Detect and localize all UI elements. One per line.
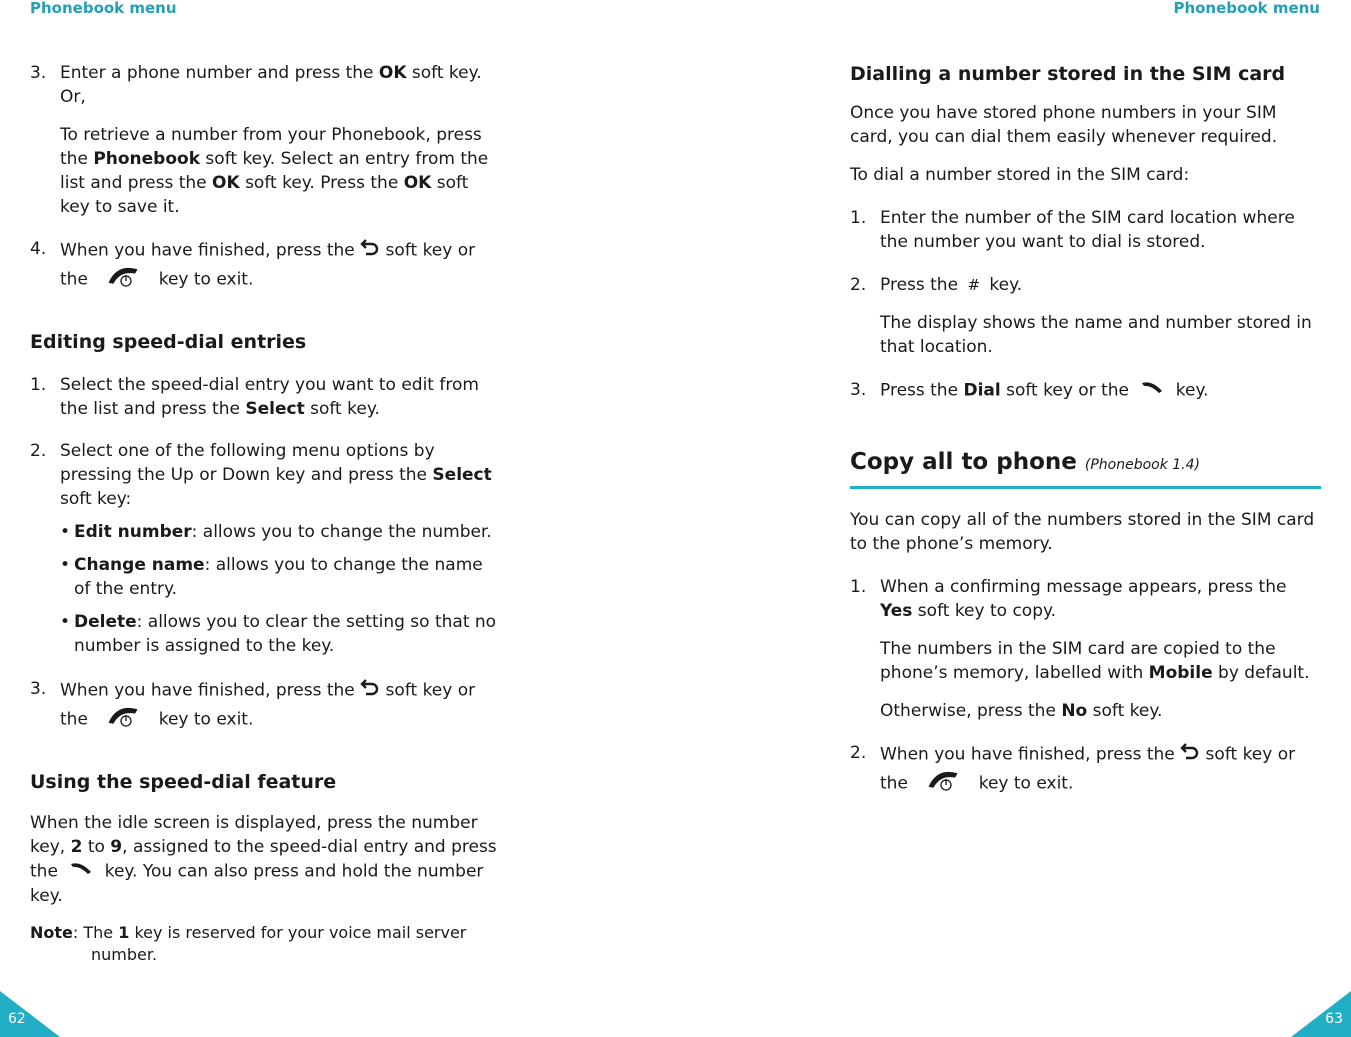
edit-step-1 — [30, 373, 500, 421]
step-number: 1. — [30, 375, 47, 395]
text: soft key. Press the — [239, 173, 404, 193]
step-number: 3. — [850, 380, 867, 400]
text: Press the — [880, 275, 964, 295]
text: Otherwise, press the — [880, 701, 1062, 721]
using-speed-dial-heading: Using the speed-dial feature — [30, 771, 337, 793]
menu-reference: (Phonebook 1.4) — [1084, 457, 1201, 473]
copy-step-2 — [850, 741, 1320, 799]
bullet-dot: • — [60, 555, 71, 575]
page-number: 63 — [1325, 1011, 1343, 1027]
text: key to exit. — [153, 269, 254, 290]
dial-paragraph-2: To dial a number stored in the SIM card: — [850, 165, 1190, 185]
note-continuation: number. — [91, 945, 158, 964]
text: : The — [72, 923, 119, 942]
copy-paragraph: You can copy all of the numbers stored in the SIM card to the phone’s memory. — [850, 510, 1315, 554]
hash-key-icon: # — [967, 276, 981, 294]
page-header: Phonebook menu — [1173, 0, 1320, 17]
step-number: 2. — [30, 441, 47, 461]
left-page — [0, 0, 675, 1037]
option-label: Change name — [74, 555, 205, 575]
no-key-label: No — [1061, 701, 1088, 721]
option-label: Edit number — [74, 522, 192, 542]
dial-step-1 — [850, 206, 1320, 254]
text: soft key to copy. — [912, 601, 1057, 621]
back-arrow-icon — [1180, 741, 1200, 768]
bullet-dot: • — [60, 612, 71, 632]
ok-key-label: OK — [212, 173, 240, 193]
text: Enter a phone number and press the — [60, 63, 379, 83]
text: Select the speed-dial entry you want to edit from the list and press the — [60, 375, 479, 419]
otherwise-paragraph — [850, 699, 1320, 723]
dial-step-3 — [850, 378, 1320, 403]
step-number: 1. — [850, 577, 867, 597]
copy-step-1 — [850, 575, 1320, 623]
phonebook-key-label: Phonebook — [93, 149, 201, 169]
step-3-enter-number — [30, 61, 500, 109]
text: Press the — [880, 380, 964, 401]
text: key is reserved for your voice mail server — [129, 923, 467, 942]
note — [30, 922, 500, 966]
step-number: 3. — [30, 63, 47, 83]
text: When the idle screen is displayed, press the number key, — [30, 813, 478, 857]
end-key-icon — [93, 704, 153, 735]
text: soft key. — [1087, 701, 1163, 721]
edit-step-3 — [30, 677, 500, 735]
yes-key-label: Yes — [880, 601, 913, 621]
text: When a confirming message appears, press the — [880, 577, 1287, 597]
heading-text: Copy all to phone — [850, 449, 1077, 475]
text: soft key or the — [880, 744, 1296, 794]
text: key to exit. — [973, 773, 1074, 794]
bullet-delete — [30, 610, 500, 658]
ok-key-label: OK — [378, 63, 407, 83]
text: Select one of the following menu options by pressing the Up or Down key and press the — [60, 441, 435, 485]
text: The numbers in the SIM card are copied to the phone’s memory, labelled with — [880, 639, 1276, 683]
key-9-label: 9 — [110, 837, 123, 857]
text: To retrieve a number from your Phonebook, press the — [60, 125, 482, 169]
text: Enter the number of the SIM card location where the number you want to dial is stored. — [880, 208, 1295, 252]
step-4-finish — [30, 237, 500, 295]
end-key-icon — [913, 768, 973, 799]
text: : allows you to change the name of the entry. — [74, 555, 483, 599]
text: soft key: — [60, 489, 132, 509]
text: soft key to save it. — [60, 173, 469, 217]
step-number: 2. — [850, 743, 867, 763]
text: soft key. Select an entry from the list and press the — [60, 149, 489, 193]
mobile-label: Mobile — [1148, 663, 1213, 683]
key-2-label: 2 — [70, 837, 83, 857]
copied-paragraph — [850, 637, 1320, 685]
text: When you have finished, press the — [60, 680, 361, 701]
step-number: 1. — [850, 208, 867, 228]
dial-step-2 — [850, 273, 1320, 297]
text: soft key or the — [1000, 380, 1135, 401]
text: key. — [984, 275, 1023, 295]
option-label: Delete — [74, 612, 137, 632]
text: to — [82, 837, 111, 857]
right-content — [850, 61, 1320, 799]
select-key-label: Select — [432, 465, 492, 485]
text: key to exit. — [153, 709, 254, 730]
edit-step-2 — [30, 439, 500, 511]
using-speed-dial-paragraph — [30, 811, 500, 908]
copy-all-to-phone-heading — [850, 447, 1320, 480]
page-number: 62 — [8, 1011, 26, 1027]
bullet-dot: • — [60, 522, 71, 542]
text: soft key. Or, — [60, 63, 482, 107]
bullet-edit-number — [30, 520, 500, 544]
text: key. — [1170, 380, 1209, 401]
send-key-icon — [63, 859, 99, 884]
back-arrow-icon — [360, 677, 380, 704]
right-page — [676, 0, 1351, 1037]
page-header: Phonebook menu — [30, 0, 177, 17]
key-1-label: 1 — [118, 923, 130, 942]
text: by default. — [1212, 663, 1310, 683]
text: key. You can also press and hold the number key. — [30, 861, 484, 906]
editing-speed-dial-heading: Editing speed-dial entries — [30, 331, 307, 353]
step-number: 2. — [850, 275, 867, 295]
end-key-icon — [93, 264, 153, 295]
ok-key-label: OK — [403, 173, 432, 193]
text: When you have finished, press the — [880, 744, 1181, 765]
text: : allows you to clear the setting so that no number is assigned to the key. — [74, 612, 497, 656]
text: When you have finished, press the — [60, 240, 361, 261]
note-label: Note — [30, 923, 73, 942]
dial-key-label: Dial — [963, 380, 1001, 401]
select-key-label: Select — [245, 399, 305, 419]
text: soft key or the — [60, 680, 476, 730]
bullet-change-name — [30, 553, 500, 601]
left-content — [30, 61, 500, 966]
send-key-icon — [1134, 378, 1170, 403]
step-number: 4. — [30, 239, 47, 259]
step-number: 3. — [30, 679, 47, 699]
retrieve-paragraph — [30, 123, 500, 219]
back-arrow-icon — [360, 237, 380, 264]
dialling-sim-heading: Dialling a number stored in the SIM card — [850, 63, 1286, 85]
text: soft key. — [304, 399, 380, 419]
text: , assigned to the speed-dial entry and press the — [30, 837, 497, 882]
heading-rule — [850, 486, 1321, 489]
text: soft key or the — [60, 240, 476, 290]
dial-paragraph-1: Once you have stored phone numbers in your SIM card, you can dial them easily whenever required. — [850, 103, 1278, 147]
text: : allows you to change the number. — [191, 522, 492, 542]
display-shows-paragraph: The display shows the name and number stored in that location. — [880, 313, 1312, 357]
